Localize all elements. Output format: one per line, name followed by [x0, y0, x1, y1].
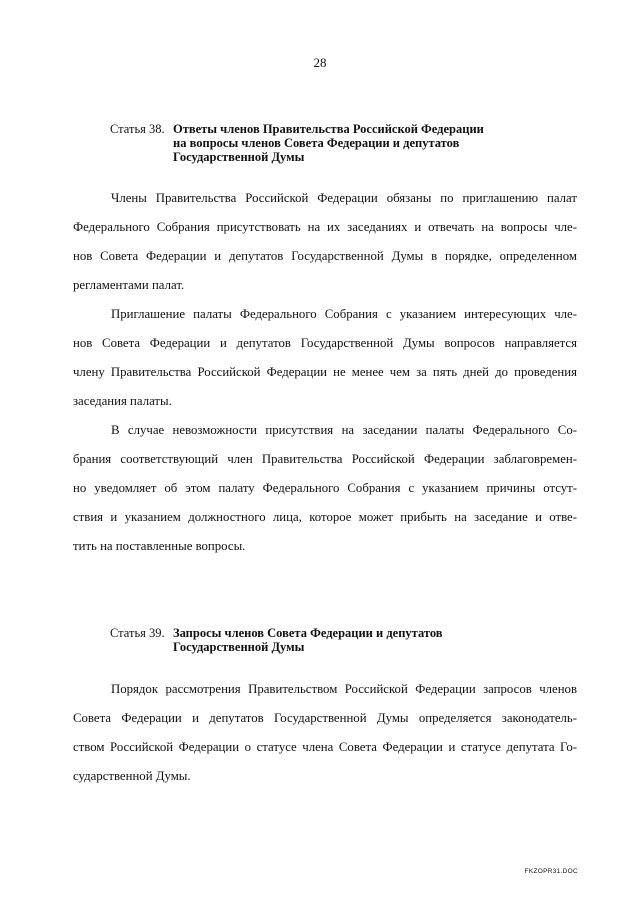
text-line: регламентами палат.: [73, 278, 185, 292]
footer-file-code: FKZOPR31.DOC: [524, 868, 578, 875]
page-number: 28: [313, 55, 327, 70]
article-39-heading: [110, 626, 580, 654]
text-line: сударственной Думы.: [73, 769, 191, 783]
text-line: Члены Правительства Российской Федерации обязаны по приглашению палат: [111, 191, 577, 205]
article-39-title: [173, 626, 580, 654]
text-line: тить на поставленные вопросы.: [73, 539, 246, 553]
article-39-title-line: Государственной Думы: [173, 640, 305, 654]
article-38-title-line: Ответы членов Правительства Российской Федерации: [173, 122, 484, 136]
article-39-paragraph-1: [73, 675, 577, 791]
text-line: нов Совета Федерации и депутатов Государственной Думы вопросов направляется: [73, 336, 577, 350]
text-line: ствия и указанием должностного лица, которое может прибыть на заседание и отве-: [73, 510, 577, 524]
article-38-title-line: Государственной Думы: [173, 150, 305, 164]
text-line: нов Совета Федерации и депутатов Государственной Думы в порядке, определенном: [73, 249, 577, 263]
article-38-title: [173, 122, 580, 164]
article-38-heading: [110, 122, 580, 164]
article-38-paragraph-2: [73, 300, 577, 416]
text-line: Порядок рассмотрения Правительством Российской Федерации запросов членов: [111, 682, 577, 696]
text-line: В случае невозможности присутствия на заседании палаты Федерального Со-: [111, 423, 577, 437]
article-39-body: [73, 675, 577, 791]
text-line: Приглашение палаты Федерального Собрания с указанием интересующих чле-: [111, 307, 577, 321]
article-39-title-line: Запросы членов Совета Федерации и депутатов: [173, 626, 443, 640]
article-38-label: Статья 38.: [110, 122, 165, 136]
text-line: ством Российской Федерации о статусе члена Совета Федерации и статусе депутата Го-: [73, 740, 577, 754]
text-line: брания соответствующий член Правительства Российской Федерации заблаговремен-: [73, 452, 577, 466]
text-line: заседания палаты.: [73, 394, 172, 408]
article-38-body: [73, 184, 577, 561]
article-38-title-line: на вопросы членов Совета Федерации и депутатов: [173, 136, 460, 150]
article-38-paragraph-1: [73, 184, 577, 300]
text-line: Федерального Собрания присутствовать на их заседаниях и отвечать на вопросы чле-: [73, 220, 577, 234]
text-line: члену Правительства Российской Федерации не менее чем за пять дней до проведения: [73, 365, 577, 379]
text-line: Совета Федерации и депутатов Государственной Думы определяется законодатель-: [73, 711, 577, 725]
text-line: но уведомляет об этом палату Федерального Собрания с указанием причины отсут-: [73, 481, 577, 495]
article-39-label: Статья 39.: [110, 626, 165, 640]
article-38-paragraph-3: [73, 416, 577, 561]
